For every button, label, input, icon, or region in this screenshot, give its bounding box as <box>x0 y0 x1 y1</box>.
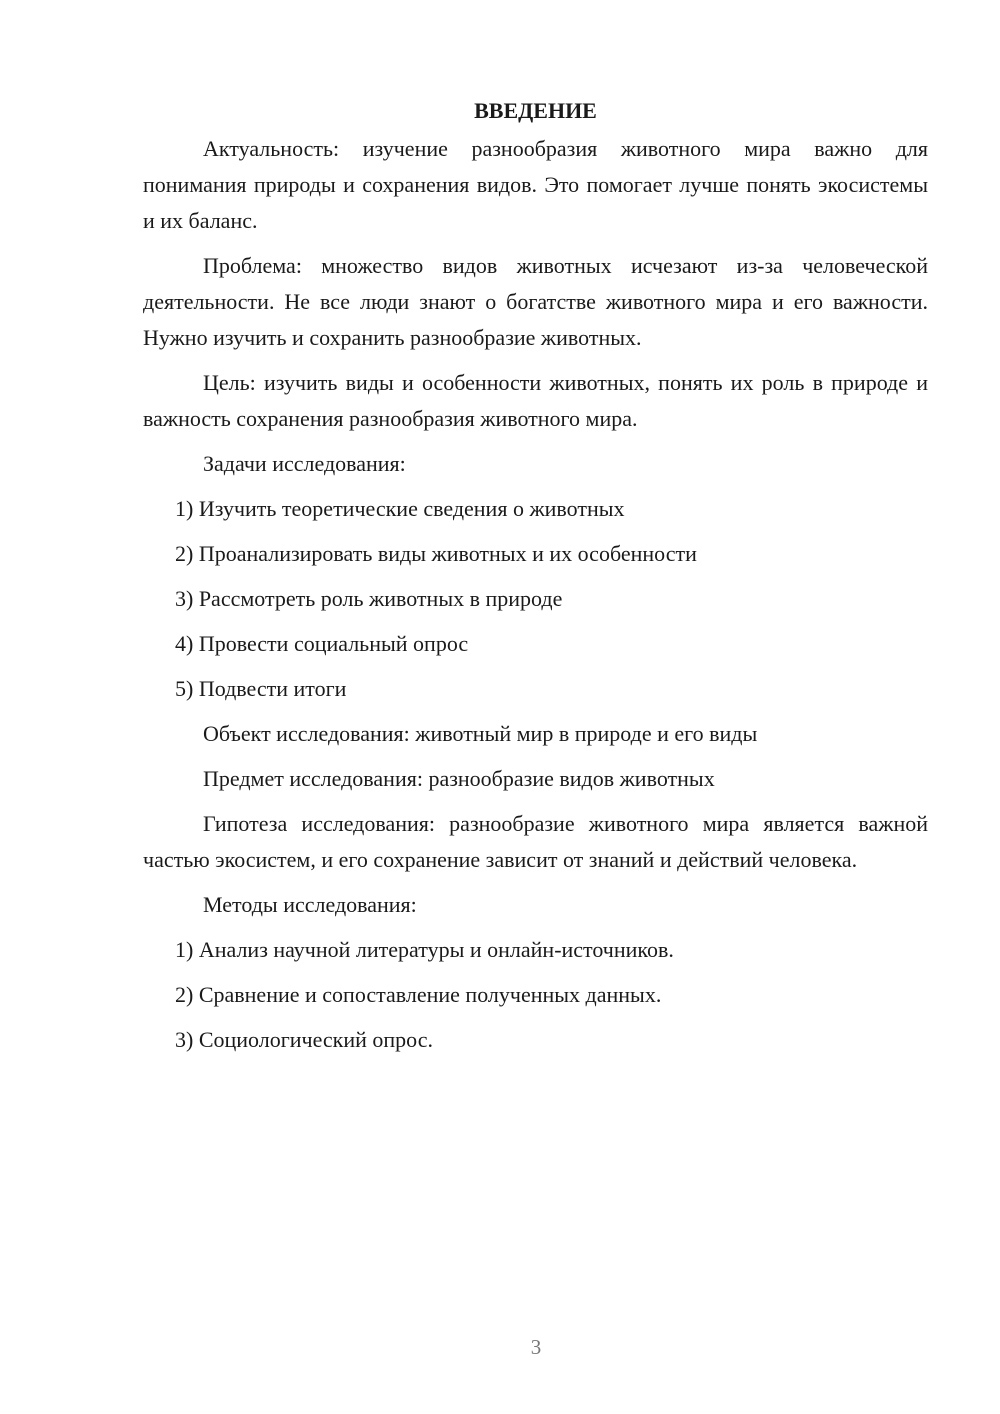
page-number: 3 <box>530 1335 542 1359</box>
task-item: 3) Рассмотреть роль животных в природе <box>175 586 563 611</box>
method-item: 3) Социологический опрос. <box>175 1027 433 1052</box>
document-body <box>143 93 928 1058</box>
problem-paragraph: Проблема: множество видов животных исчезают из-за человеческой деятельности. Не все люди знают о богатстве животного мира и его важности. Нужно изучить и сохранить разнообразие животных. <box>143 253 928 350</box>
section-title: ВВЕДЕНИЕ <box>474 98 597 123</box>
hypothesis-paragraph: Гипотеза исследования: разнообразие животного мира является важной частью экосистем, и его сохранение зависит от знаний и действий человека. <box>143 811 928 872</box>
research-subject: Предмет исследования: разнообразие видов животных <box>203 766 715 791</box>
task-item: 1) Изучить теоретические сведения о животных <box>175 496 625 521</box>
method-item: 1) Анализ научной литературы и онлайн-источников. <box>175 937 674 962</box>
tasks-heading: Задачи исследования: <box>203 451 406 476</box>
task-item: 5) Подвести итоги <box>175 676 347 701</box>
task-item: 2) Проанализировать виды животных и их особенности <box>175 541 697 566</box>
goal-paragraph: Цель: изучить виды и особенности животных, понять их роль в природе и важность сохранения разнообразия животного мира. <box>143 370 928 431</box>
research-object: Объект исследования: животный мир в природе и его виды <box>203 721 758 746</box>
task-item: 4) Провести социальный опрос <box>175 631 469 656</box>
relevance-paragraph: Актуальность: изучение разнообразия животного мира важно для понимания природы и сохранения видов. Это помогает лучше понять экосистемы и их баланс. <box>143 136 928 233</box>
methods-heading: Методы исследования: <box>203 892 417 917</box>
method-item: 2) Сравнение и сопоставление полученных данных. <box>175 982 662 1007</box>
